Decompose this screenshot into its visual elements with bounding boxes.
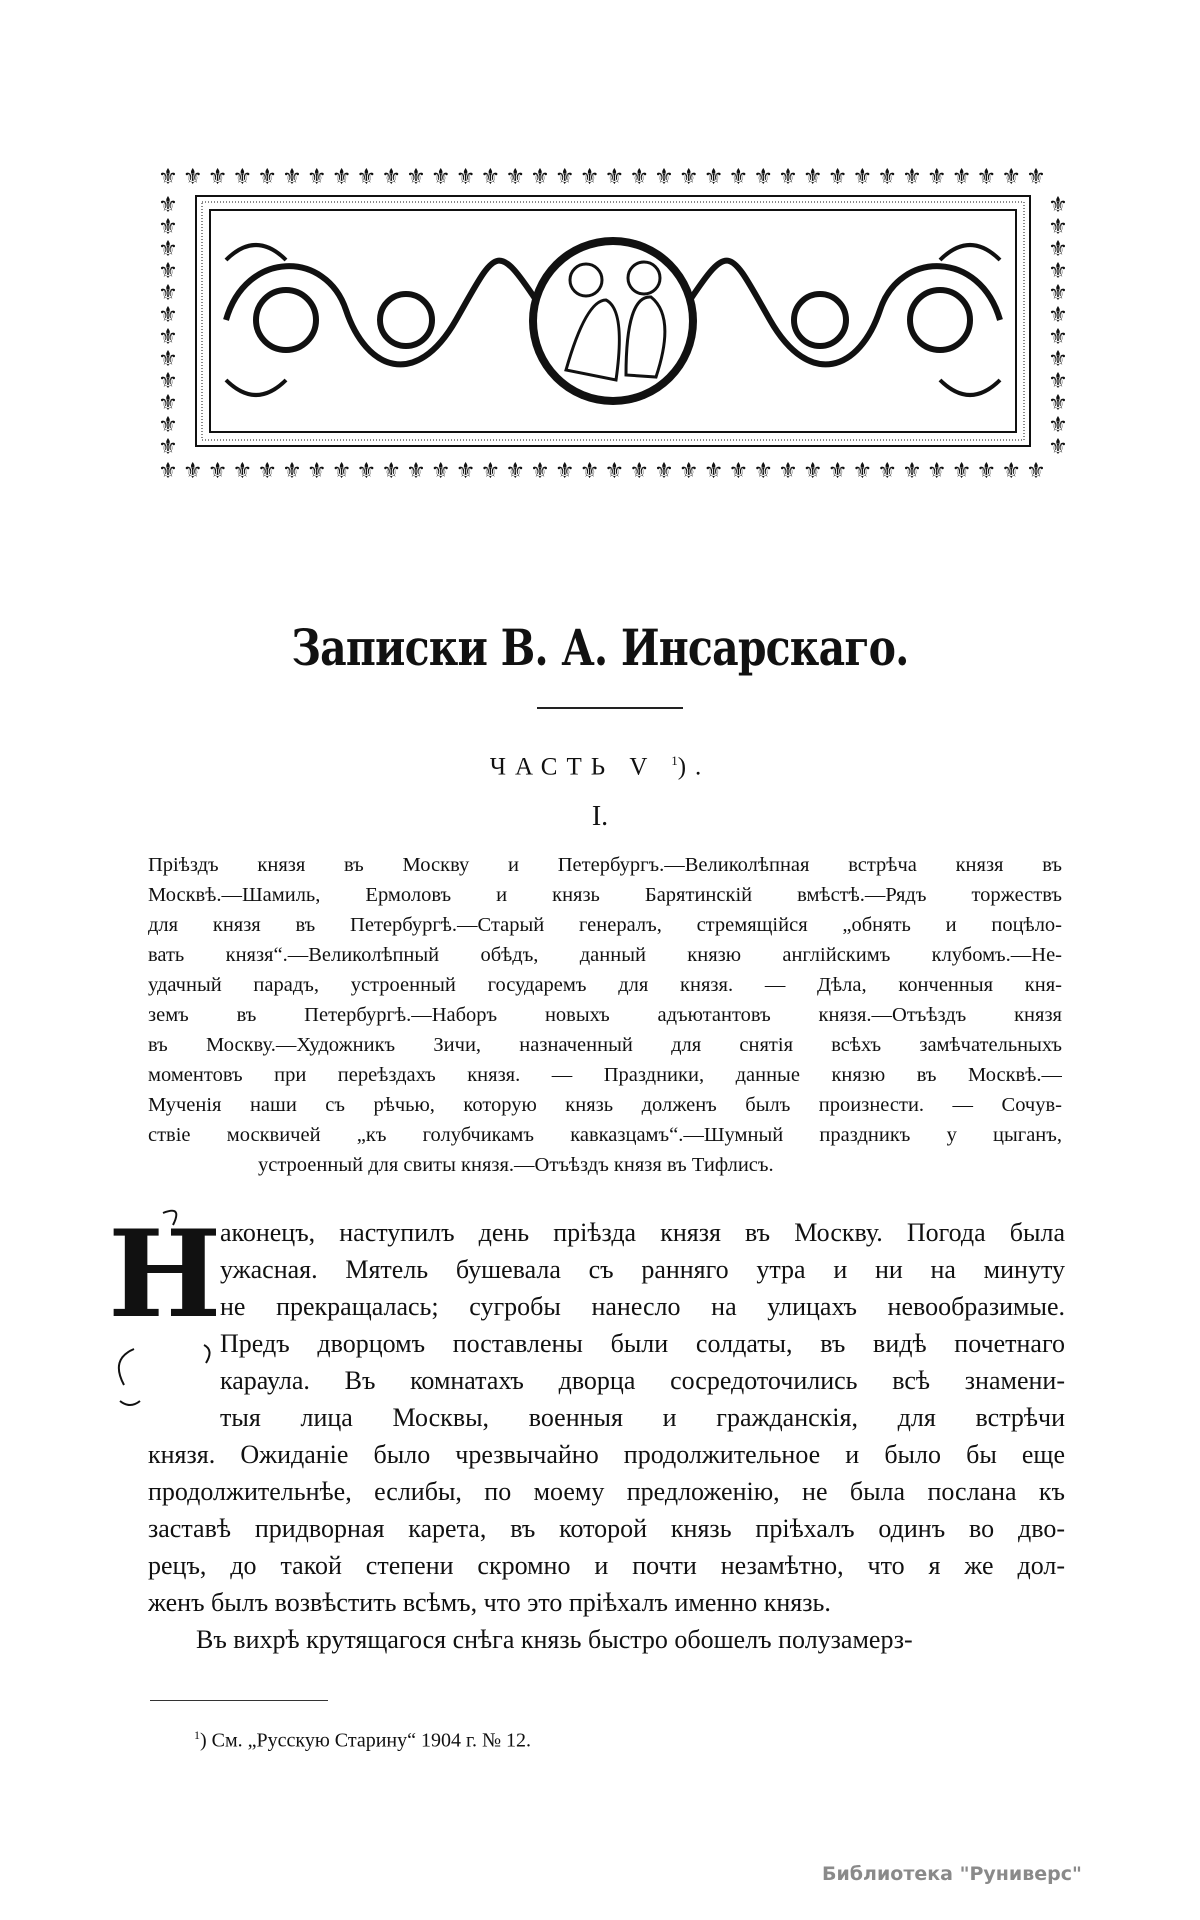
- svg-text:⚜: ⚜: [678, 459, 699, 482]
- svg-text:⚜: ⚜: [877, 165, 898, 190]
- svg-text:⚜: ⚜: [480, 459, 501, 482]
- svg-text:⚜: ⚜: [158, 165, 178, 190]
- summary-line: земъ въ Петербургѣ.—Наборъ новыхъ адъютантовъ князя.—Отъѣздъ князя: [148, 1004, 1062, 1026]
- svg-text:⚜: ⚜: [951, 459, 972, 482]
- part-heading: [0, 746, 1200, 782]
- svg-text:⚜: ⚜: [1048, 435, 1068, 460]
- summary-line: Пріѣздъ князя въ Москву и Петербургъ.—Великолѣпная встрѣча князя въ: [148, 854, 1062, 876]
- svg-text:⚜: ⚜: [158, 215, 178, 240]
- svg-text:⚜: ⚜: [455, 165, 476, 190]
- summary-line: удачный парадъ, устроенный государемъ для князя. — Дѣла, конченныя кня-: [148, 974, 1062, 996]
- svg-text:⚜: ⚜: [1026, 459, 1046, 482]
- svg-text:⚜: ⚜: [505, 459, 526, 482]
- body-line: продолжительнѣе, еслибы, по моему предложенію, не была послана къ: [148, 1477, 1065, 1506]
- svg-text:⚜: ⚜: [753, 165, 774, 190]
- body-line: ужасная. Мятель бушевала съ ранняго утра и ни на минуту: [220, 1255, 1065, 1284]
- svg-text:⚜: ⚜: [158, 413, 178, 438]
- svg-text:⚜: ⚜: [158, 303, 178, 328]
- body-line: рецъ, до такой степени скромно и почти незамѣтно, что я же дол-: [148, 1551, 1065, 1580]
- page-title: Записки В. А. Инсарскаго.: [291, 618, 909, 677]
- svg-text:⚜: ⚜: [158, 237, 178, 262]
- svg-text:⚜: ⚜: [976, 459, 997, 482]
- svg-text:⚜: ⚜: [232, 459, 253, 482]
- svg-text:⚜: ⚜: [1048, 281, 1068, 306]
- svg-text:⚜: ⚜: [604, 459, 625, 482]
- summary-line: устроенный для свиты князя.—Отъѣздъ князя въ Тифлисъ.: [258, 1154, 774, 1176]
- svg-text:⚜: ⚜: [629, 165, 650, 190]
- svg-text:⚜: ⚜: [1048, 259, 1068, 284]
- svg-text:⚜: ⚜: [802, 459, 823, 482]
- svg-text:⚜: ⚜: [331, 459, 352, 482]
- svg-text:⚜: ⚜: [579, 459, 600, 482]
- svg-text:⚜: ⚜: [306, 459, 327, 482]
- svg-text:⚜: ⚜: [654, 165, 674, 190]
- svg-text:⚜: ⚜: [852, 459, 873, 482]
- decorative-headpiece: [156, 160, 1070, 482]
- svg-text:⚜: ⚜: [1048, 347, 1068, 372]
- svg-text:⚜: ⚜: [902, 165, 922, 190]
- summary-line: Москвѣ.—Шамиль, Ермоловъ и князь Барятинскій вмѣстѣ.—Рядъ торжествъ: [148, 884, 1062, 906]
- svg-text:⚜: ⚜: [554, 459, 575, 482]
- svg-text:⚜: ⚜: [158, 259, 178, 284]
- svg-text:⚜: ⚜: [1048, 237, 1068, 262]
- svg-text:⚜: ⚜: [331, 165, 352, 190]
- svg-text:⚜: ⚜: [356, 165, 377, 190]
- svg-text:⚜: ⚜: [703, 459, 724, 482]
- svg-text:⚜: ⚜: [158, 281, 178, 306]
- svg-text:⚜: ⚜: [530, 165, 550, 190]
- svg-text:⚜: ⚜: [356, 459, 377, 482]
- summary-line: ствіе москвичей „къ голубчикамъ кавказцамъ“.—Шумный праздникъ у цыганъ,: [148, 1124, 1062, 1146]
- svg-text:⚜: ⚜: [430, 459, 451, 482]
- footnote-divider: [150, 1700, 328, 1701]
- svg-text:⚜: ⚜: [1048, 303, 1068, 328]
- svg-text:⚜: ⚜: [406, 165, 426, 190]
- svg-text:⚜: ⚜: [480, 165, 501, 190]
- svg-text:⚜: ⚜: [158, 459, 178, 482]
- svg-text:⚜: ⚜: [232, 165, 253, 190]
- part-suffix: ).: [677, 753, 711, 781]
- body-line: Предъ дворцомъ поставлены были солдаты, въ видѣ почетнаго: [220, 1329, 1065, 1358]
- svg-text:⚜: ⚜: [1048, 215, 1068, 240]
- part-label: ЧАСТЬ V: [489, 753, 656, 781]
- footnote: [194, 1722, 531, 1754]
- svg-text:⚜: ⚜: [976, 165, 997, 190]
- footnote-ref[interactable]: 1: [671, 753, 678, 768]
- svg-text:⚜: ⚜: [158, 391, 178, 416]
- svg-text:⚜: ⚜: [207, 165, 228, 190]
- svg-text:⚜: ⚜: [728, 459, 749, 482]
- chapter-summary: [148, 850, 1062, 1180]
- svg-text:⚜: ⚜: [1001, 165, 1022, 190]
- chapter-number: I.: [591, 801, 609, 832]
- svg-text:⚜: ⚜: [381, 165, 402, 190]
- drop-cap-letter: Н: [108, 1204, 222, 1345]
- svg-text:⚜: ⚜: [207, 459, 228, 482]
- summary-line: вать князя“.—Великолѣпный обѣдъ, данный князю англійскимъ клубомъ.—Не-: [148, 944, 1062, 966]
- svg-text:⚜: ⚜: [1026, 165, 1046, 190]
- svg-text:⚜: ⚜: [257, 165, 278, 190]
- svg-text:⚜: ⚜: [1048, 193, 1068, 218]
- svg-text:⚜: ⚜: [282, 165, 302, 190]
- svg-text:⚜: ⚜: [778, 165, 798, 190]
- svg-text:⚜: ⚜: [802, 165, 823, 190]
- svg-text:⚜: ⚜: [753, 459, 774, 482]
- title-divider: [537, 707, 683, 709]
- svg-text:⚜: ⚜: [282, 459, 302, 482]
- body-line: заставѣ придворная карета, въ которой князь пріѣхалъ одинъ во дво-: [148, 1514, 1065, 1543]
- body-line: Въ вихрѣ крутящагося снѣга князь быстро обошелъ полузамерз-: [196, 1625, 913, 1654]
- svg-text:⚜: ⚜: [182, 165, 203, 190]
- svg-text:⚜: ⚜: [728, 165, 749, 190]
- body-line: женъ былъ возвѣстить всѣмъ, что это пріѣхалъ именно князь.: [148, 1588, 831, 1617]
- svg-text:⚜: ⚜: [406, 459, 426, 482]
- body-line: караула. Въ комнатахъ дворца сосредоточились всѣ знамени-: [220, 1366, 1065, 1395]
- svg-text:⚜: ⚜: [604, 165, 625, 190]
- svg-text:⚜: ⚜: [827, 459, 848, 482]
- cherubs-medallion: [529, 237, 697, 405]
- body-line: тыя лица Москвы, военныя и гражданскія, для встрѣчи: [220, 1403, 1065, 1432]
- body-line: аконецъ, наступилъ день пріѣзда князя въ Москву. Погода была: [220, 1218, 1065, 1247]
- body-text: [148, 1214, 1065, 1658]
- svg-text:⚜: ⚜: [827, 165, 848, 190]
- svg-text:⚜: ⚜: [430, 165, 451, 190]
- svg-text:⚜: ⚜: [182, 459, 203, 482]
- svg-text:⚜: ⚜: [629, 459, 650, 482]
- svg-text:⚜: ⚜: [654, 459, 674, 482]
- summary-line: въ Москву.—Художникъ Зичи, назначенный для снятія всѣхъ замѣчательныхъ: [148, 1034, 1062, 1056]
- svg-text:⚜: ⚜: [530, 459, 550, 482]
- svg-text:⚜: ⚜: [951, 165, 972, 190]
- svg-text:⚜: ⚜: [877, 459, 898, 482]
- svg-text:⚜: ⚜: [579, 165, 600, 190]
- svg-text:⚜: ⚜: [306, 165, 327, 190]
- svg-text:⚜: ⚜: [158, 193, 178, 218]
- svg-text:⚜: ⚜: [678, 165, 699, 190]
- svg-text:⚜: ⚜: [1048, 413, 1068, 438]
- svg-text:⚜: ⚜: [1048, 369, 1068, 394]
- body-line: князя. Ожиданіе было чрезвычайно продолжительное и было бы еще: [148, 1440, 1065, 1469]
- svg-text:⚜: ⚜: [703, 165, 724, 190]
- summary-line: моментовъ при переѣздахъ князя. — Праздники, данные князю въ Москвѣ.—: [148, 1064, 1062, 1086]
- svg-text:⚜: ⚜: [1048, 325, 1068, 350]
- svg-text:⚜: ⚜: [902, 459, 922, 482]
- svg-text:⚜: ⚜: [778, 459, 798, 482]
- svg-text:⚜: ⚜: [381, 459, 402, 482]
- summary-line: Мученія наши съ рѣчью, которую князь долженъ былъ произнести. — Сочув-: [148, 1094, 1062, 1116]
- svg-text:⚜: ⚜: [257, 459, 278, 482]
- svg-text:⚜: ⚜: [926, 459, 947, 482]
- svg-text:⚜: ⚜: [554, 165, 575, 190]
- svg-text:⚜: ⚜: [1048, 391, 1068, 416]
- svg-text:⚜: ⚜: [926, 165, 947, 190]
- svg-text:⚜: ⚜: [505, 165, 526, 190]
- svg-text:⚜: ⚜: [158, 347, 178, 372]
- footnote-number: 1: [194, 1728, 200, 1742]
- svg-text:⚜: ⚜: [158, 435, 178, 460]
- library-watermark: Библиотека "Руниверс": [822, 1863, 1082, 1885]
- svg-text:⚜: ⚜: [158, 325, 178, 350]
- svg-text:⚜: ⚜: [455, 459, 476, 482]
- body-line: не прекращалась; сугробы нанесло на улицахъ невообразимые.: [220, 1292, 1065, 1321]
- footnote-text: ) См. „Русскую Старину“ 1904 г. № 12.: [200, 1729, 532, 1752]
- svg-text:⚜: ⚜: [852, 165, 873, 190]
- svg-text:⚜: ⚜: [1001, 459, 1022, 482]
- summary-line: для князя въ Петербургѣ.—Старый генералъ, стремящійся „обнять и поцѣло-: [148, 914, 1062, 936]
- svg-text:⚜: ⚜: [158, 369, 178, 394]
